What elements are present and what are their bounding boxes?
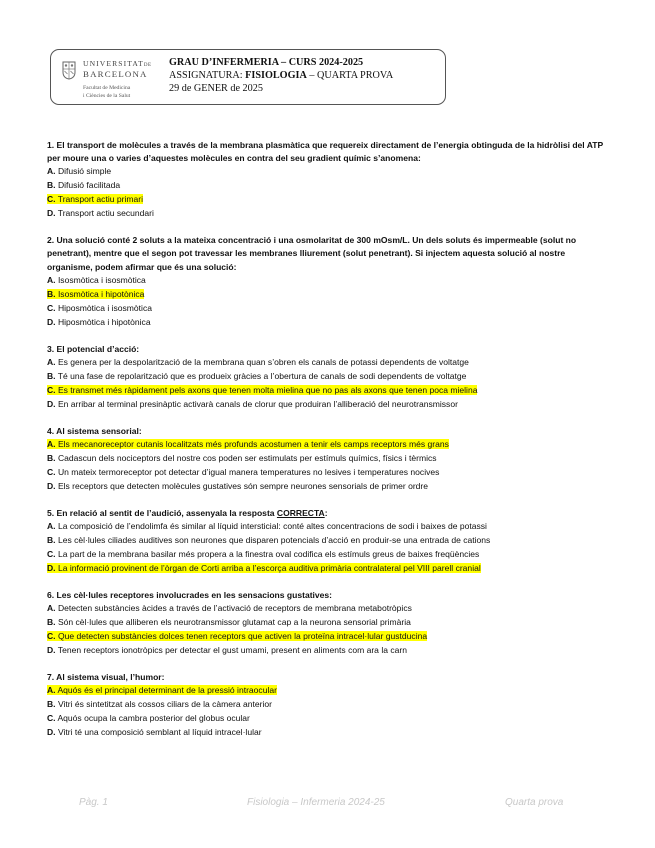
option-letter: B. <box>47 698 56 709</box>
option-text: Aquós ocupa la cambra posterior del globus ocular <box>57 712 250 723</box>
option-text: Isosmòtica i hipotònica <box>57 288 145 299</box>
answer-option <box>47 452 612 466</box>
option-text: Vitri és sintetitzat als cossos ciliars de la càmera anterior <box>57 698 273 709</box>
question-stem: 1. El transport de molècules a través de la membrana plasmàtica que requereix directament de l’energia obtinguda de la hidròlisi del ATP per moure una o varies d’aquestes molècules en contra del seu gradient químic s’anomena: <box>47 140 604 164</box>
correct-answer-highlight <box>47 289 144 299</box>
option-text: Difusió simple <box>57 166 112 177</box>
option-text: Els receptors que detecten molècules gustatives són sempre neurones sensorials de primer ordre <box>57 480 429 491</box>
option-text: Aquós és el principal determinant de la pressió intraocular <box>57 684 277 695</box>
option-text: La part de la membrana basilar més propera a la finestra oval codifica els estímuls greus de baixes freqüències <box>57 548 480 559</box>
stem-prefix: 5. En relació al sentit de l’audició, assenyala la resposta <box>47 507 277 518</box>
answer-option <box>47 193 612 207</box>
answer-option <box>47 480 612 494</box>
answer-content <box>47 357 469 367</box>
option-text: Les cèl·lules ciliades auditives son neurones que disparen potencials d’acció en produir-se una entrada de cations <box>57 534 491 545</box>
logo-city: BARCELONA <box>83 69 148 79</box>
answer-content <box>47 699 272 709</box>
answer-content <box>47 303 152 313</box>
answer-content <box>47 467 439 477</box>
option-text: Cadascun dels nociceptors del nostre cos poden ser estimulats per estímuls químics, físics i tèrmics <box>57 452 437 463</box>
logo-faculty-line1: Facultat de Medicina <box>83 85 131 91</box>
option-text: La composició de l’endolimfa és similar al líquid intersticial: conté altes concentracions de sodi i baixes de potassi <box>57 520 487 531</box>
answer-option <box>47 698 612 712</box>
answer-content <box>47 208 154 218</box>
shield-icon <box>62 61 76 80</box>
answer-option <box>47 316 612 330</box>
option-letter: D. <box>47 316 56 327</box>
answer-content <box>47 645 407 655</box>
logo-university-word: UNIVERSITATDE <box>83 59 152 68</box>
exam-date: 29 de GENER de 2025 <box>169 83 263 94</box>
option-text: La informació provinent de l’òrgan de Corti arriba a l’escorça auditiva primària contralateral pel VIII parell cranial <box>57 562 481 573</box>
course-title: GRAU D’INFERMERIA – CURS 2024-2025 <box>169 57 364 68</box>
footer-exam: Quarta prova <box>505 797 564 808</box>
option-letter: C. <box>47 194 56 205</box>
answer-content <box>47 549 479 559</box>
answer-content <box>47 166 111 176</box>
question-stem: 4. Al sistema sensorial: <box>47 425 142 436</box>
option-letter: B. <box>47 534 56 545</box>
answer-option <box>47 302 612 316</box>
question-1 <box>47 139 612 221</box>
answer-option <box>47 207 612 221</box>
option-text: Que detecten substàncies dolces tenen receptors que activen la proteïna intracel·lular gustducina <box>57 630 428 641</box>
answer-option <box>47 684 612 698</box>
option-letter: C. <box>47 548 56 559</box>
answer-option <box>47 630 612 644</box>
answer-option <box>47 370 612 384</box>
answer-option <box>47 534 612 548</box>
option-letter: A. <box>47 438 56 449</box>
answer-option <box>47 644 612 658</box>
option-letter: C. <box>47 384 56 395</box>
option-letter: A. <box>47 274 56 285</box>
question-stem <box>47 507 612 520</box>
stem-suffix: : <box>324 507 328 518</box>
option-letter: B. <box>47 288 56 299</box>
answer-content <box>47 727 262 737</box>
question-2 <box>47 234 612 329</box>
answer-option <box>47 274 612 288</box>
footer-course: Fisiologia – Infermeria 2024-25 <box>247 797 385 808</box>
option-letter: B. <box>47 452 56 463</box>
answer-option <box>47 562 612 576</box>
stem-emphasis: CORRECTA <box>276 507 325 518</box>
answer-content <box>47 713 250 723</box>
answer-option <box>47 466 612 480</box>
option-letter: A. <box>47 520 56 531</box>
correct-answer-highlight <box>47 194 143 204</box>
question-stem: 7. Al sistema visual, l’humor: <box>47 671 165 682</box>
answer-content <box>47 180 120 190</box>
answer-option <box>47 288 612 302</box>
answer-option <box>47 548 612 562</box>
answer-option <box>47 712 612 726</box>
questions-list <box>47 139 612 753</box>
answer-option <box>47 616 612 630</box>
option-letter: C. <box>47 466 56 477</box>
page-number: Pàg. 1 <box>79 797 108 808</box>
option-text: Difusió facilitada <box>57 180 121 191</box>
option-letter: D. <box>47 398 56 409</box>
option-text: Són cèl·lules que alliberen els neurotransmissor glutamat cap a la neurona sensorial primària <box>57 616 411 627</box>
question-3 <box>47 343 612 412</box>
option-text: Transport actiu primari <box>57 194 143 205</box>
answer-content <box>47 535 490 545</box>
option-letter: B. <box>47 616 56 627</box>
answer-content <box>47 481 428 491</box>
option-letter: A. <box>47 602 56 613</box>
option-text: Els mecanoreceptor cutanis localitzats més profunds acostumen a tenir els camps receptors més grans <box>57 438 449 449</box>
correct-answer-highlight <box>47 563 481 573</box>
answer-option <box>47 179 612 193</box>
option-text: Hiposmòtica i isosmòtica <box>57 302 152 313</box>
answer-content <box>47 453 437 463</box>
correct-answer-highlight <box>47 439 449 449</box>
option-text: Té una fase de repolarització que es produeix gràcies a l’obertura de canals de sodi dependents de voltatge <box>57 370 467 381</box>
answer-content <box>47 275 146 285</box>
option-text: Isosmòtica i isosmòtica <box>57 274 146 285</box>
option-letter: D. <box>47 644 56 655</box>
exam-header <box>50 49 446 105</box>
answer-option <box>47 438 612 452</box>
option-letter: C. <box>47 302 56 313</box>
option-text: Transport actiu secundari <box>57 208 154 219</box>
answer-option <box>47 520 612 534</box>
answer-option <box>47 384 612 398</box>
subject-line: ASSIGNATURA: FISIOLOGIA – QUARTA PROVA <box>169 70 394 81</box>
answer-content <box>47 317 151 327</box>
question-4 <box>47 425 612 494</box>
option-text: Tenen receptors ionotròpics per detectar el gust umami, present en aliments com ara la carn <box>57 644 407 655</box>
option-letter: D. <box>47 726 56 737</box>
option-letter: C. <box>47 712 56 723</box>
answer-option <box>47 165 612 179</box>
option-text: Un mateix termoreceptor pot detectar d’igual manera temperatures no lesives i temperatures nocives <box>57 466 440 477</box>
option-letter: A. <box>47 356 56 367</box>
question-stem: 3. El potencial d’acció: <box>47 343 140 354</box>
correct-answer-highlight <box>47 631 427 641</box>
option-letter: C. <box>47 630 56 641</box>
correct-answer-highlight <box>47 385 477 395</box>
option-letter: D. <box>47 480 56 491</box>
option-letter: B. <box>47 370 56 381</box>
option-text: Vitri té una composició semblant al líquid intracel·lular <box>57 726 262 737</box>
logo-faculty-line2: i Ciències de la Salut <box>83 93 131 99</box>
answer-content <box>47 617 411 627</box>
option-letter: B. <box>47 180 56 191</box>
answer-option <box>47 726 612 740</box>
header-text <box>169 56 393 95</box>
option-text: Es genera per la despolarització de la membrana quan s’obren els canals de potassi dependents de voltatge <box>57 356 469 367</box>
answer-content <box>47 399 458 409</box>
correct-answer-highlight <box>47 685 277 695</box>
answer-option <box>47 602 612 616</box>
answer-content <box>47 371 466 381</box>
question-7 <box>47 671 612 740</box>
question-5 <box>47 507 612 576</box>
option-text: Es transmet més ràpidament pels axons que tenen molta mielina que no pas als axons que tenen poca mielina <box>57 384 478 395</box>
university-logo <box>59 56 159 102</box>
option-text: Hiposmòtica i hipotònica <box>57 316 151 327</box>
answer-content <box>47 521 487 531</box>
answer-option <box>47 398 612 412</box>
answer-content <box>47 603 412 613</box>
option-letter: A. <box>47 684 56 695</box>
option-letter: A. <box>47 166 56 177</box>
question-6 <box>47 589 612 658</box>
option-text: Detecten substàncies àcides a través de l’activació de receptors de membrana metabotròpics <box>57 602 412 613</box>
option-text: En arribar al terminal presinàptic activarà canals de clorur que produiran l’alliberació del neurotransmissor <box>57 398 458 409</box>
option-letter: D. <box>47 562 56 573</box>
question-stem: 2. Una solució conté 2 soluts a la mateixa concentració i una osmolaritat de 300 mOsm/L. Un dels soluts és impermeable (solut no penetrant), mentre que el segon pot travessar les membranes lliurement (solut penetrant). Si injectem aquesta solució al nostre organisme, podem afirmar que és una solució: <box>47 235 577 272</box>
question-stem: 6. Les cèl·lules receptores involucrades en les sensacions gustatives: <box>47 589 333 600</box>
option-letter: D. <box>47 208 56 219</box>
answer-option <box>47 356 612 370</box>
